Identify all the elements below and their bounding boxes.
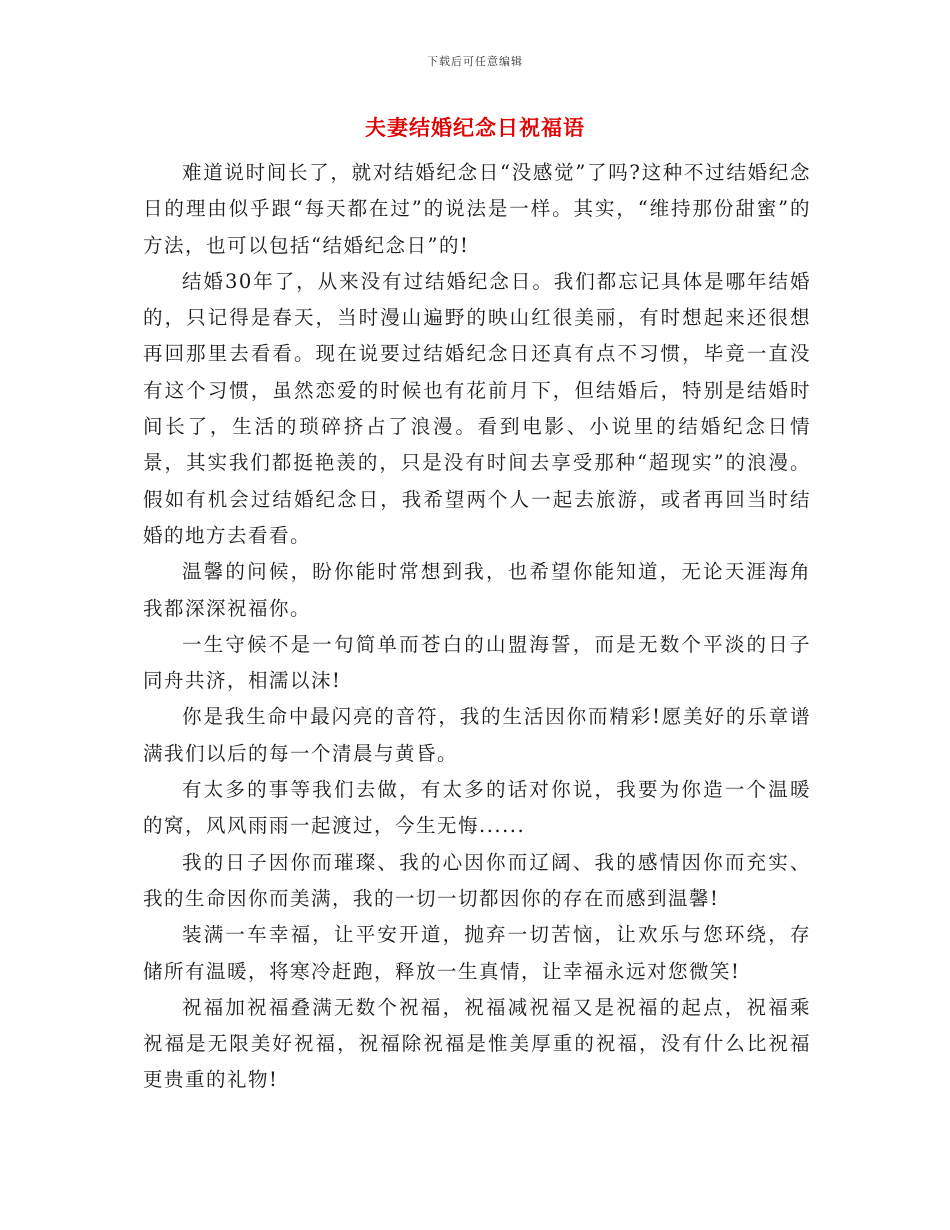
paragraph-7: 我的日子因你而璀璨、我的心因你而辽阔、我的感情因你而充实、我的生命因你而美满，我的一切一切都因你的存在而感到温馨!	[143, 850, 811, 910]
paragraph-4: 一生守候不是一句简单而苍白的山盟海誓，而是无数个平淡的日子同舟共济，相濡以沫!	[143, 632, 811, 693]
header-note: 下载后可任意编辑	[427, 55, 523, 68]
paragraph-2: 结婚30年了，从来没有过结婚纪念日。我们都忘记具体是哪年结婚的，只记得是春天，当时漫山遍野的映山红很美丽，有时想起来还很想再回那里去看看。现在说要过结婚纪念日还真有点不习惯，毕竟一直没有这个习惯，虽然恋爱的时候也有花前月下，但结婚后，特别是结婚时间长了，生活的琐碎挤占了浪漫。看到电影、小说里的结婚纪念日情景，其实我们都挺艳羡的，只是没有时间去享受那种“超现实”的浪漫。假如有机会过结婚纪念日，我希望两个人一起去旅游，或者再回当时结婚的地方去看看。	[143, 269, 811, 547]
document-body	[143, 155, 811, 1099]
paragraph-3: 温馨的问候，盼你能时常想到我，也希望你能知道，无论天涯海角我都深深祝福你。	[143, 560, 811, 620]
paragraph-6: 有太多的事等我们去做，有太多的话对你说，我要为你造一个温暖的窝，风风雨雨一起渡过，今生无悔......	[143, 778, 811, 838]
paragraph-5: 你是我生命中最闪亮的音符，我的生活因你而精彩!愿美好的乐章谱满我们以后的每一个清晨与黄昏。	[143, 705, 811, 765]
paragraph-1: 难道说时间长了，就对结婚纪念日“没感觉”了吗?这种不过结婚纪念日的理由似乎跟“每天都在过”的说法是一样。其实，“维持那份甜蜜”的方法，也可以包括“结婚纪念日”的!	[143, 161, 811, 257]
paragraph-9: 祝福加祝福叠满无数个祝福，祝福减祝福又是祝福的起点，祝福乘祝福是无限美好祝福，祝福除祝福是惟美厚重的祝福，没有什么比祝福更贵重的礼物!	[143, 995, 811, 1092]
paragraph-8: 装满一车幸福，让平安开道，抛弃一切苦恼，让欢乐与您环绕，存储所有温暖，将寒冷赶跑，释放一生真情，让幸福永远对您微笑!	[143, 923, 811, 983]
document-title: 夫妻结婚纪念日祝福语	[365, 116, 585, 140]
